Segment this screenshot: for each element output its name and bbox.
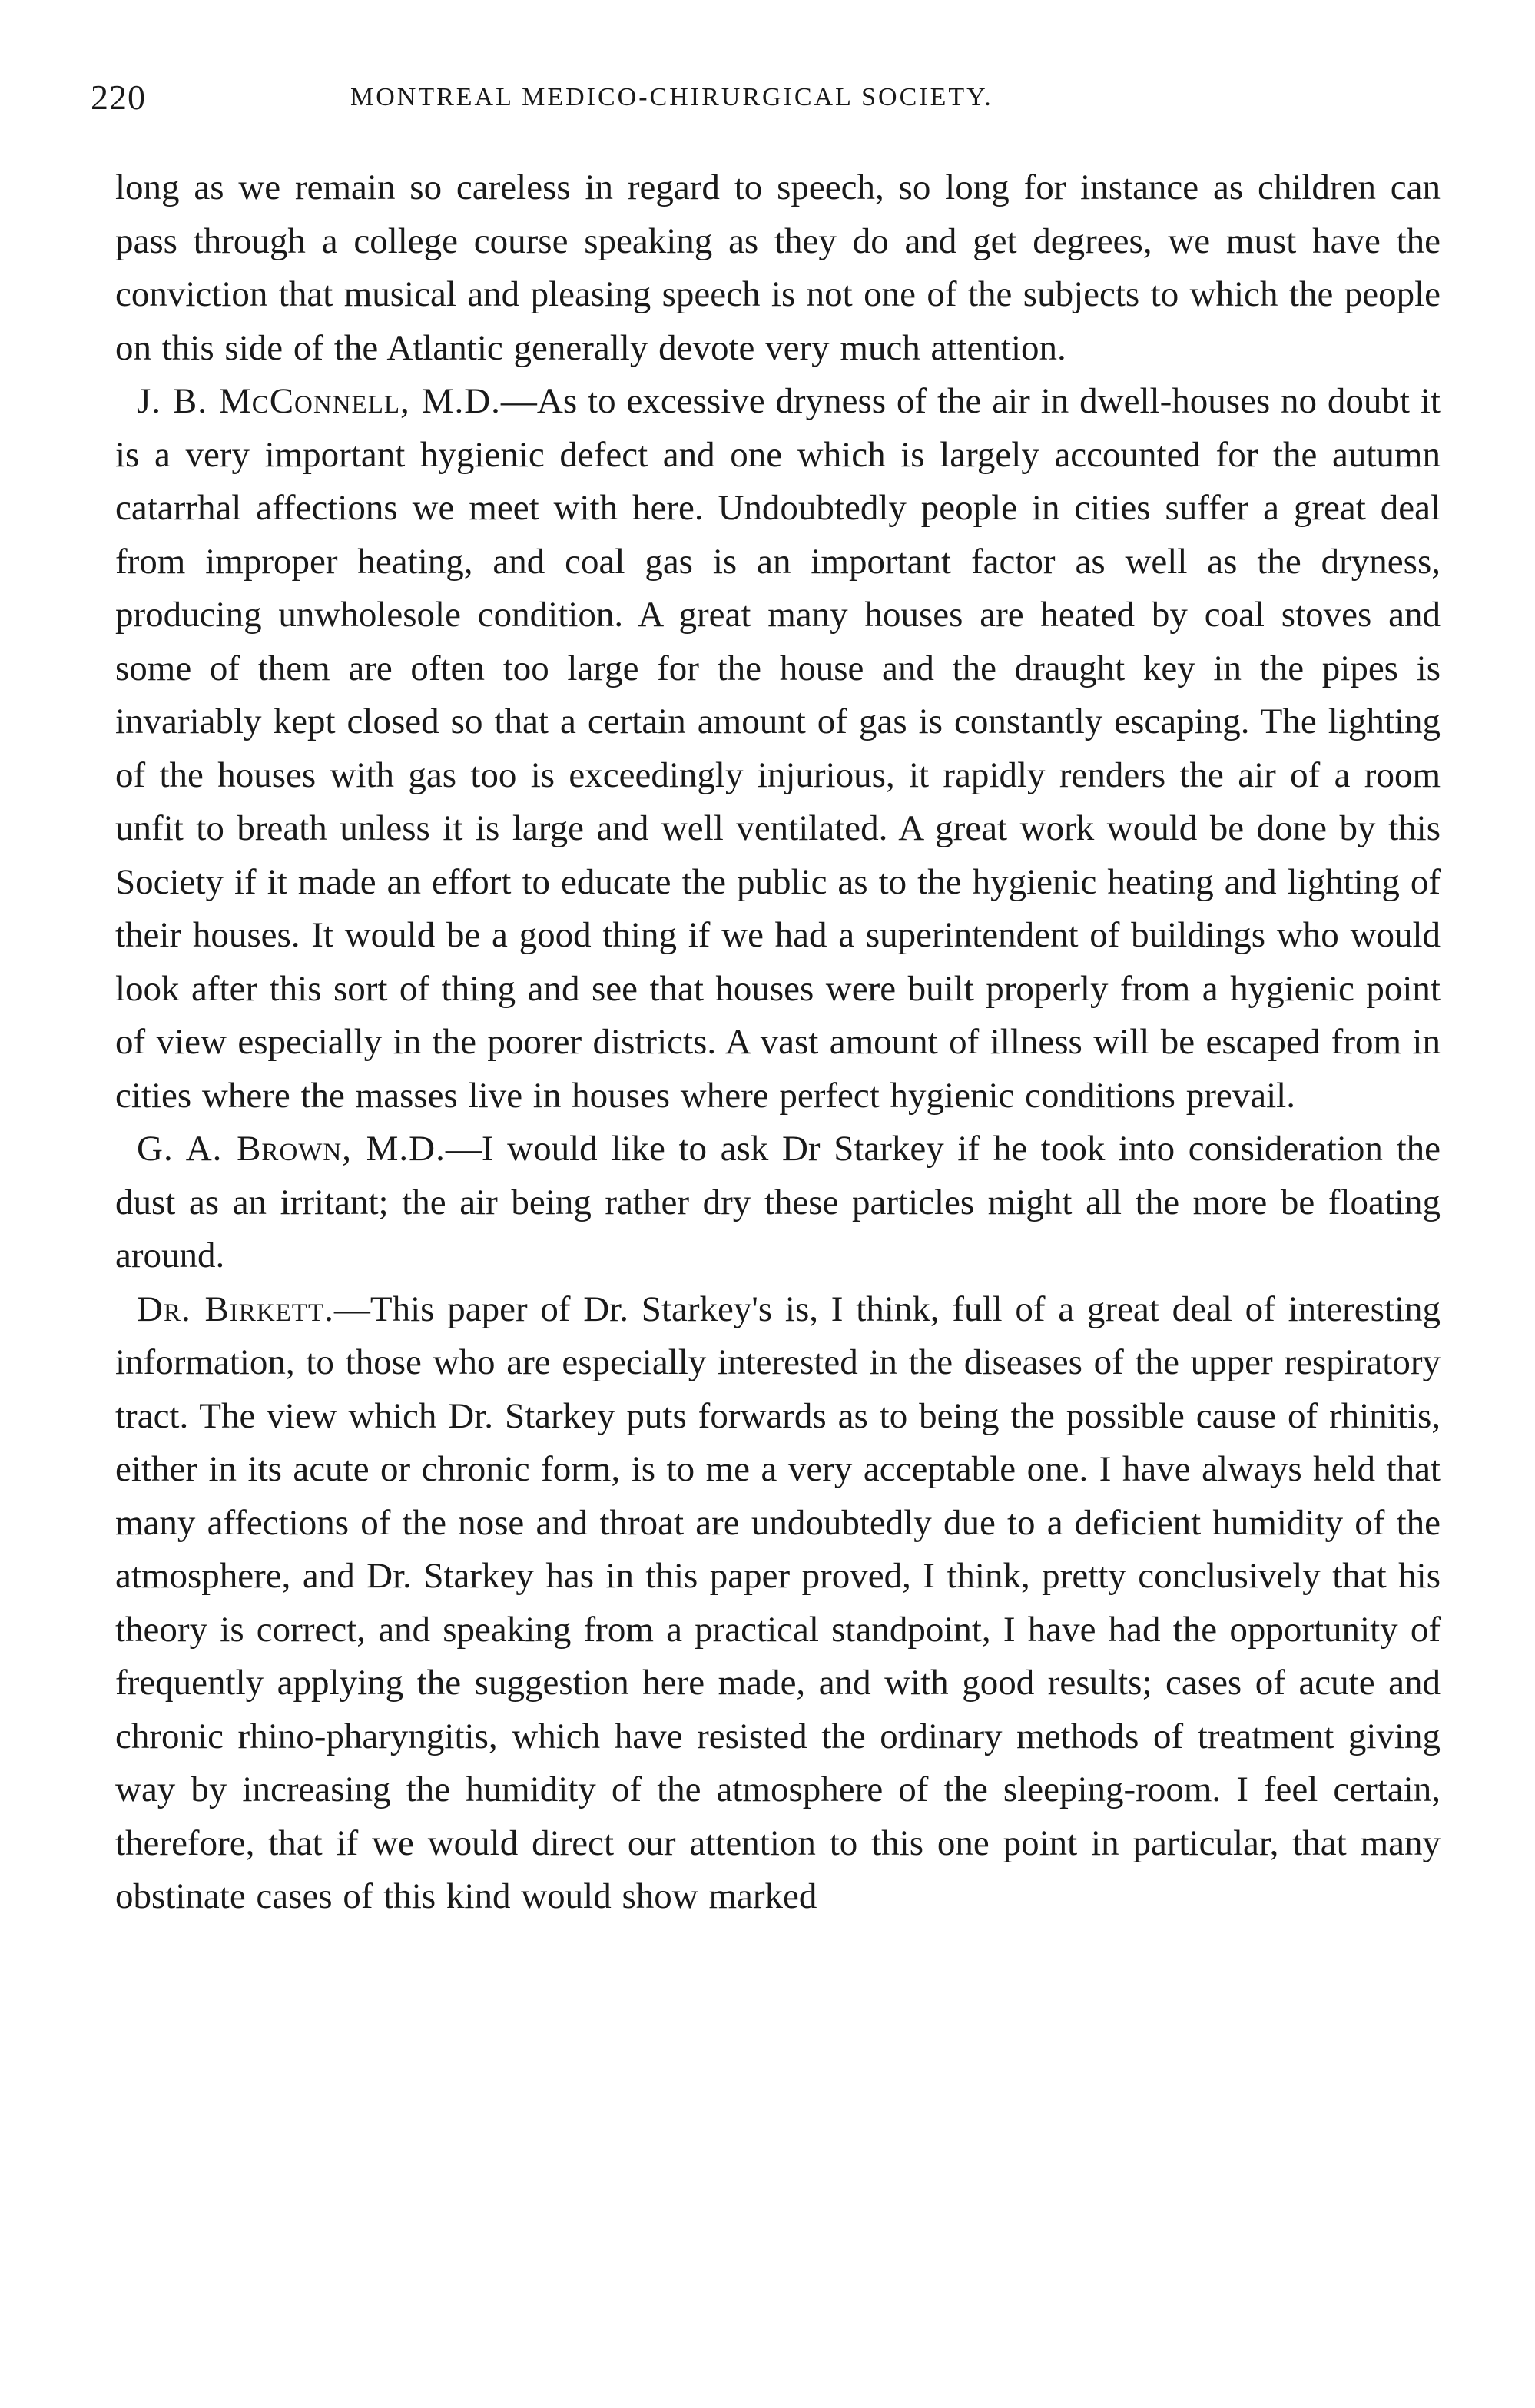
paragraph-text: long as we remain so careless in regard to speech, so long for instance as children can pass through a college course speaking as they do and get degrees, we must have the conviction that musical and pleasing speech is not one of the subjects to which the people on this side of the Atlantic generally devote very much attention. (115, 167, 1441, 368)
paragraph-mcconnell (115, 375, 1441, 1123)
running-title: MONTREAL MEDICO-CHIRURGICAL SOCIETY. (350, 83, 993, 111)
paragraph-text: —This paper of Dr. Starkey's is, I think, full of a great deal of interesting information, to those who are especially interested in the diseases of the upper respiratory tract. The view which Dr. Starkey puts forwards as to being the possible cause of rhinitis, either in its acute or chronic form, is to me a very acceptable one. I have always held that many affections of the nose and throat are undoubtedly due to a deficient humidity of the atmosphere, and Dr. Starkey has in this paper proved, I think, pretty conclusively that his theory is correct, and speaking from a practical standpoint, I have had the opportunity of frequently applying the suggestion here made, and with good results; cases of acute and chronic rhino-pharyngitis, which have resisted the ordinary methods of treatment giving way by increasing the humidity of the atmosphere of the sleeping-room. I feel certain, therefore, that if we would direct our attention to this one point in particular, that many obstinate cases of this kind would show marked (115, 1289, 1441, 1916)
speaker-name: J. B. McConnell, M.D. (137, 381, 501, 421)
running-head (91, 71, 1443, 124)
paragraph-continuation (115, 161, 1441, 375)
page-number: 220 (91, 78, 146, 117)
paragraph-text: —As to excessive dryness of the air in dwell-houses no doubt it is a very important hygienic defect and one which is largely accounted for the autumn catarrhal affections we meet with here. Undoubtedly people in cities suffer a great deal from improper heating, and coal gas is an important factor as well as the dryness, producing unwholesole condition. A great many houses are heated by coal stoves and some of them are often too large for the house and the draught key in the pipes is invariably kept closed so that a certain amount of gas is constantly escaping. The lighting of the houses with gas too is exceedingly injurious, it rapidly renders the air of a room unfit to breath unless it is large and well ventilated. A great work would be done by this Society if it made an effort to educate the public as to the hygienic heating and lighting of their houses. It would be a good thing if we had a superintendent of buildings who would look after this sort of thing and see that houses were built properly from a hygienic point of view especially in the poorer districts. A vast amount of illness will be escaped from in cities where the masses live in houses where perfect hygienic conditions prevail. (115, 381, 1441, 1116)
paragraph-text: —I would like to ask Dr Starkey if he took into consideration the dust as an irritant; the air being rather dry these particles might all the more be floating around. (115, 1129, 1441, 1275)
speaker-name: Dr. Birkett. (137, 1289, 334, 1329)
speaker-name: G. A. Brown, M.D. (137, 1129, 446, 1169)
paragraph-brown (115, 1123, 1441, 1283)
body-text (115, 161, 1441, 1924)
paragraph-birkett (115, 1283, 1441, 1924)
